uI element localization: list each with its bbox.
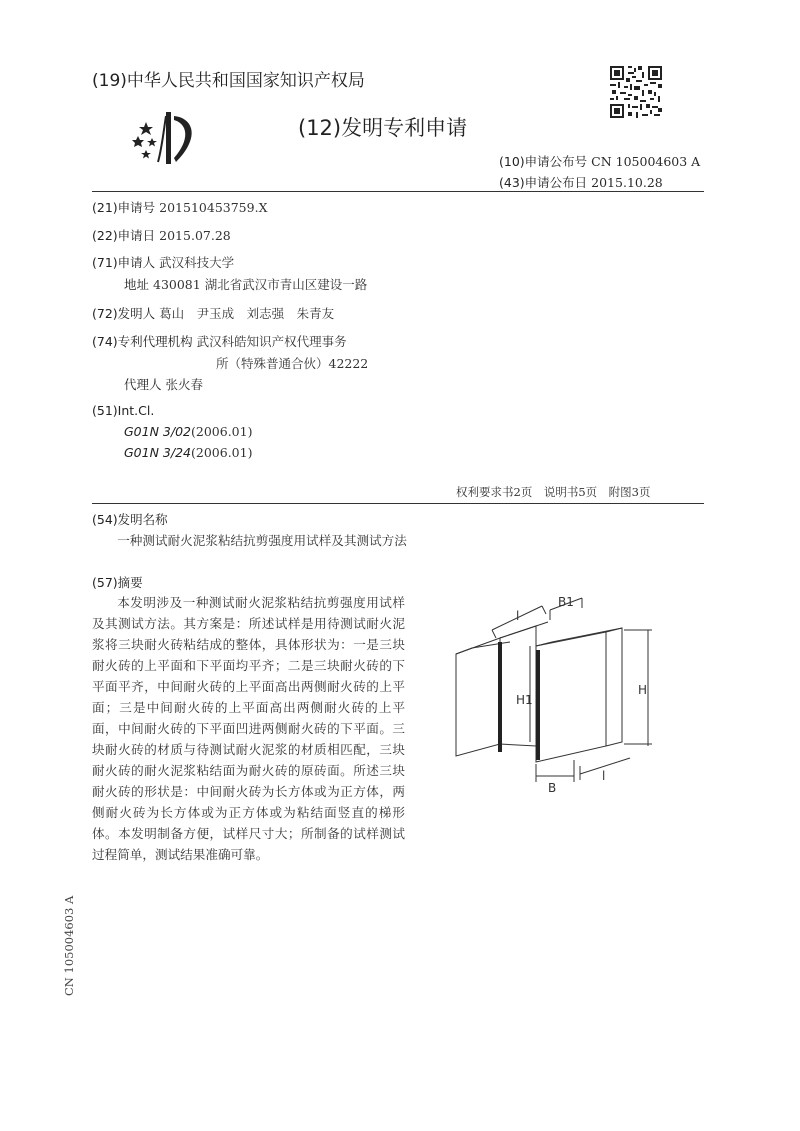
dim-b: B (548, 781, 557, 795)
abstract-label: (57)摘要 (92, 575, 143, 590)
header-divider (92, 191, 704, 192)
dim-b1: B1 (558, 595, 574, 609)
classification-1 (124, 424, 252, 439)
agent-label: 代理人 (124, 377, 162, 392)
address-value: 430081 湖北省武汉市青山区建设一路 (153, 277, 368, 292)
specimen-drawing (452, 586, 672, 806)
publication-number-label: (10)申请公布号 (499, 154, 588, 169)
patent-agency-label: (74)专利代理机构 (92, 334, 193, 349)
classification-2 (124, 445, 252, 460)
filing-date (92, 226, 231, 244)
summary-divider (92, 503, 704, 504)
dim-h1: H1 (516, 693, 533, 707)
abstract-text: 本发明涉及一种测试耐火泥浆粘结抗剪强度用试样及其测试方法。其方案是：所述试样是用待测试耐火泥浆将三块耐火砖粘结成的整体，具体形状为：一是三块耐火砖的上平面和下平面均平齐；二是三块耐火砖的下平面平齐，中间耐火砖的上平面高出两侧耐火砖的上平面；三是中间耐火砖的上平面高出两侧耐火砖的上平面，中间耐火砖的下平面凹进两侧耐火砖的下平面。三块耐火砖的材质与待测试耐火泥浆的材质相匹配，三块耐火砖的耐火泥浆粘结面为耐火砖的原砖面。所述三块耐火砖的形状是：中间耐火砖为长方体或为正方体，两侧耐火砖为长方体或为正方体或为粘结面竖直的梯形体。本发明制备方便，试样尺寸大；所制备的试样测试过程简单，测试结果准确可靠。 (92, 595, 405, 862)
application-number-label: (21)申请号 (92, 200, 156, 215)
int-cl (92, 403, 154, 418)
publication-number (499, 152, 700, 170)
publication-date-label: (43)申请公布日 (499, 175, 588, 190)
patent-agency-value-line1: 武汉科皓知识产权代理事务 (196, 334, 347, 349)
dim-h: H (638, 683, 648, 697)
invention-title-heading (92, 510, 168, 528)
inventors-label: (72)发明人 (92, 306, 156, 321)
dim-l-bottom: l (602, 769, 606, 783)
address-label: 地址 (124, 277, 150, 292)
invention-title-label: (54)发明名称 (92, 512, 168, 527)
abstract-heading (92, 573, 143, 591)
page-count-summary: 权利要求书2页 说明书5页 附图3页 (456, 485, 651, 499)
address (124, 275, 367, 293)
int-cl-label: (51)Int.Cl. (92, 403, 155, 418)
document-type: (12)发明专利申请 (298, 116, 468, 140)
agent-value: 张火春 (165, 377, 204, 392)
classification-1-code: G01N 3/02 (124, 424, 191, 439)
qr-code-icon (610, 66, 662, 118)
inventors (92, 304, 334, 322)
filing-date-value: 2015.07.28 (159, 228, 231, 243)
cnipa-emblem-icon (128, 108, 208, 168)
applicant-value: 武汉科技大学 (159, 255, 235, 270)
patent-agency (92, 332, 347, 350)
inventors-value: 葛山 尹玉成 刘志强 朱青友 (159, 306, 335, 321)
mortar-joint-right (536, 650, 540, 760)
applicant-label: (71)申请人 (92, 255, 156, 270)
publication-number-value: CN 105004603 A (591, 154, 701, 169)
side-publication-number: CN 105004603 A (62, 895, 76, 996)
application-number-value: 201510453759.X (159, 200, 268, 215)
agent (124, 375, 203, 393)
classification-2-code: G01N 3/24 (124, 445, 191, 460)
classification-1-version: (2006.01) (191, 424, 253, 439)
classification-2-version: (2006.01) (191, 445, 253, 460)
patent-agency-cont (216, 354, 368, 372)
publication-date (499, 173, 663, 191)
applicant (92, 253, 234, 271)
right-brick (536, 632, 606, 762)
issuing-office: (19)中华人民共和国国家知识产权局 (92, 71, 365, 91)
patent-agency-value-line2: 所（特殊普通合伙）42222 (216, 356, 369, 371)
invention-title-text: 一种测试耐火泥浆粘结抗剪强度用试样及其测试方法 (117, 533, 407, 548)
abstract-body (92, 592, 405, 865)
application-number (92, 198, 267, 216)
mortar-joint-left (498, 642, 502, 752)
publication-date-value: 2015.10.28 (591, 175, 663, 190)
middle-brick (500, 626, 536, 746)
dim-l-top: l (516, 609, 520, 623)
filing-date-label: (22)申请日 (92, 228, 156, 243)
left-brick (456, 638, 500, 756)
invention-title (92, 530, 412, 551)
